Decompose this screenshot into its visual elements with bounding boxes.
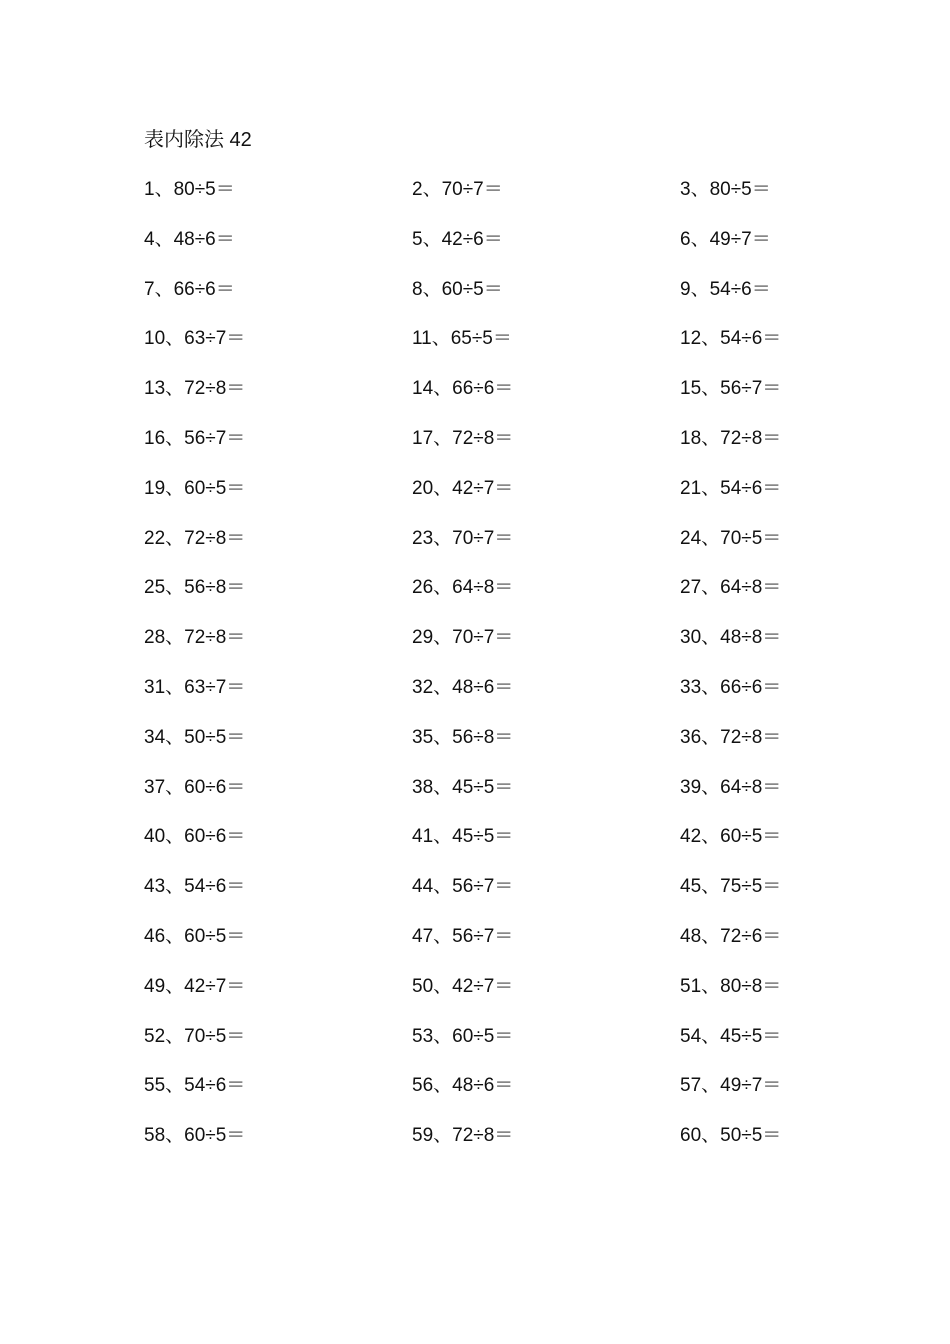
- problem-item: 52、70÷5＝: [144, 1025, 246, 1047]
- problem-item: 16、56÷7＝: [144, 427, 246, 449]
- problem-item: 32、48÷6＝: [412, 676, 514, 698]
- problem-item: 9、54÷6＝: [680, 278, 771, 300]
- problem-item: 44、56÷7＝: [412, 876, 514, 898]
- problem-item: 11、65÷5＝: [412, 328, 512, 350]
- problem-item: 8、60÷5＝: [412, 278, 503, 300]
- problem-item: 7、66÷6＝: [144, 278, 235, 300]
- problem-item: 31、63÷7＝: [144, 676, 246, 698]
- problem-item: 10、63÷7＝: [144, 328, 246, 350]
- problem-item: 49、42÷7＝: [144, 975, 246, 997]
- problem-item: 18、72÷8＝: [680, 427, 782, 449]
- problem-item: 50、42÷7＝: [412, 975, 514, 997]
- problem-item: 60、50÷5＝: [680, 1125, 782, 1147]
- problem-item: 6、49÷7＝: [680, 228, 771, 250]
- problem-item: 55、54÷6＝: [144, 1075, 246, 1097]
- problem-item: 39、64÷8＝: [680, 776, 782, 798]
- problem-item: 33、66÷6＝: [680, 676, 782, 698]
- problem-item: 57、49÷7＝: [680, 1075, 782, 1097]
- problem-item: 43、54÷6＝: [144, 876, 246, 898]
- problem-item: 4、48÷6＝: [144, 228, 235, 250]
- problem-item: 21、54÷6＝: [680, 477, 782, 499]
- problem-item: 42、60÷5＝: [680, 826, 782, 848]
- problem-item: 20、42÷7＝: [412, 477, 514, 499]
- problem-item: 24、70÷5＝: [680, 527, 782, 549]
- problem-item: 3、80÷5＝: [680, 179, 771, 200]
- problem-item: 45、75÷5＝: [680, 876, 782, 898]
- problem-item: 27、64÷8＝: [680, 577, 782, 599]
- problem-item: 38、45÷5＝: [412, 776, 514, 798]
- problem-grid: [144, 176, 844, 1172]
- problem-item: 29、70÷7＝: [412, 627, 514, 649]
- problem-item: 41、45÷5＝: [412, 826, 514, 848]
- problem-item: 36、72÷8＝: [680, 726, 782, 748]
- problem-item: 54、45÷5＝: [680, 1025, 782, 1047]
- problem-item: 34、50÷5＝: [144, 726, 246, 748]
- problem-item: 47、56÷7＝: [412, 925, 514, 947]
- problem-item: 1、80÷5＝: [144, 179, 235, 200]
- problem-item: 19、60÷5＝: [144, 477, 246, 499]
- problem-item: 35、56÷8＝: [412, 726, 514, 748]
- problem-item: 22、72÷8＝: [144, 527, 246, 549]
- problem-item: 5、42÷6＝: [412, 228, 503, 250]
- problem-item: 2、70÷7＝: [412, 179, 503, 200]
- problem-item: 37、60÷6＝: [144, 776, 246, 798]
- problem-item: 59、72÷8＝: [412, 1125, 514, 1147]
- problem-item: 25、56÷8＝: [144, 577, 246, 599]
- problem-item: 14、66÷6＝: [412, 378, 514, 400]
- problem-item: 56、48÷6＝: [412, 1075, 514, 1097]
- page-title: 表内除法 42: [144, 129, 252, 151]
- problem-item: 26、64÷8＝: [412, 577, 514, 599]
- problem-item: 51、80÷8＝: [680, 975, 782, 997]
- problem-item: 28、72÷8＝: [144, 627, 246, 649]
- problem-item: 48、72÷6＝: [680, 925, 782, 947]
- problem-item: 17、72÷8＝: [412, 427, 514, 449]
- problem-item: 53、60÷5＝: [412, 1025, 514, 1047]
- problem-item: 40、60÷6＝: [144, 826, 246, 848]
- problem-item: 30、48÷8＝: [680, 627, 782, 649]
- problem-item: 46、60÷5＝: [144, 925, 246, 947]
- problem-item: 12、54÷6＝: [680, 328, 782, 350]
- problem-item: 15、56÷7＝: [680, 378, 782, 400]
- problem-item: 13、72÷8＝: [144, 378, 246, 400]
- problem-item: 58、60÷5＝: [144, 1125, 246, 1147]
- problem-item: 23、70÷7＝: [412, 527, 514, 549]
